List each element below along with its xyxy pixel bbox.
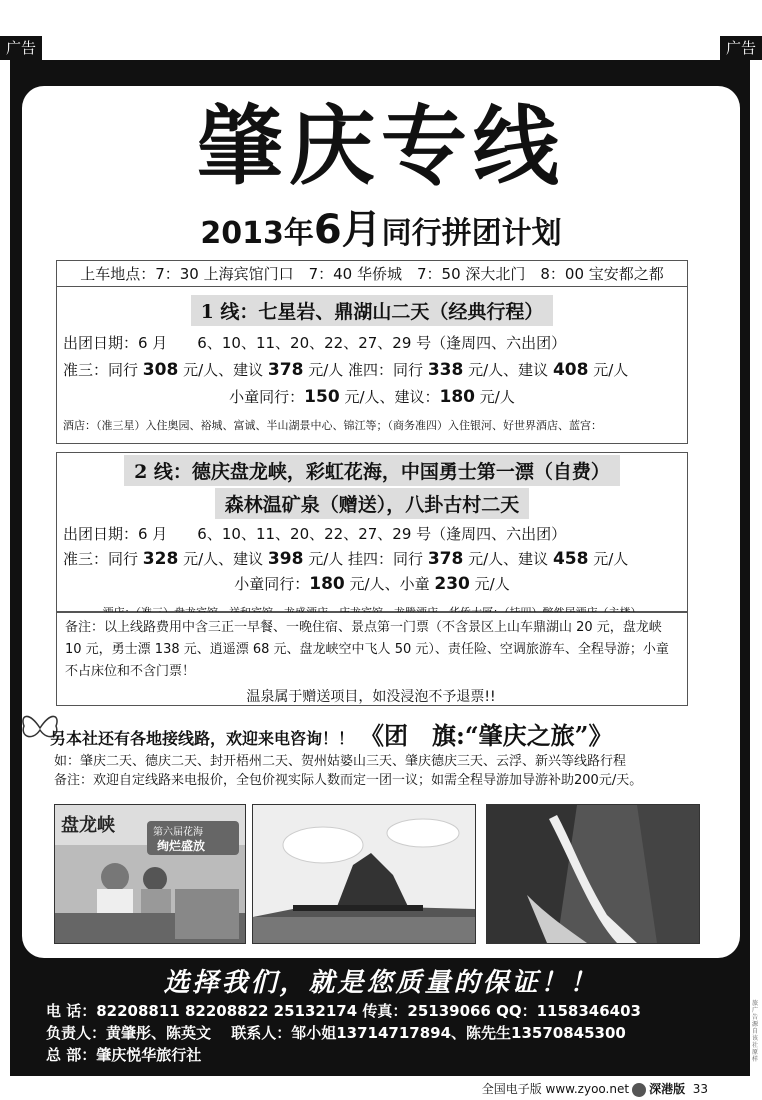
line2-title: 2 线：德庆盘龙峡，彩虹花海，中国勇士第一漂（自费） bbox=[124, 455, 620, 486]
page-footer bbox=[482, 1080, 708, 1097]
line1-hotel: 酒店：（准三星）入住奥园、裕城、富诚、半山湖景中心、锦江等；（商务准四）入住银河、好世界酒店、蓝宫： bbox=[63, 419, 602, 432]
side-note: 旅广告源自该社原样 bbox=[752, 1000, 759, 1063]
boarding-box bbox=[56, 260, 688, 288]
contact-manager: 负责人：黄肇彤、陈英文 联系人：邹小姐13714717894、陈先生13570845300 bbox=[46, 1024, 626, 1042]
contact-phone: 电 话：82208811 82208822 25132174 传真：25139066 QQ：1158346403 bbox=[46, 1002, 641, 1020]
contact-hq: 总 部：肇庆悦华旅行社 bbox=[46, 1046, 202, 1064]
ad-label-left: 广告 bbox=[0, 36, 42, 60]
footer-site: 全国电子版 www.zyoo.net bbox=[481, 1082, 630, 1096]
photo1-banner2: 绚烂盛放 bbox=[157, 839, 206, 853]
photo1-brand: 盘龙峡 bbox=[61, 815, 115, 836]
line2-price: 准三：同行 328 元/人、建议 398 元/人 挂四：同行 378 元/人、建议 458 元/人 bbox=[63, 549, 629, 569]
line1-dates: 出团日期：6 月 6、10、11、20、22、27、29 号（逢周四、六出团） bbox=[63, 334, 567, 352]
line2-dates: 出团日期：6 月 6、10、11、20、22、27、29 号（逢周四、六出团） bbox=[63, 525, 567, 543]
other-routes: 如：肇庆二天、德庆二天、封开梧州二天、贺州姑婆山三天、肇庆德庆三天、云浮、新兴等线路行程 bbox=[54, 754, 627, 769]
line1-box bbox=[56, 286, 688, 444]
custom-note: 备注：欢迎自定线路来电报价，全包价视实际人数而定一团一议；如需全程导游加导游补助200元/天。 bbox=[54, 773, 643, 788]
promo-line: 另本社还有各地接线路，欢迎来电咨询！！ 《团 旗:“肇庆之旅”》 bbox=[50, 721, 613, 750]
line2-child-price: 小童同行：180 元/人、小童 230 元/人 bbox=[234, 574, 510, 594]
line1-price: 准三：同行 308 元/人、建议 378 元/人 准四：同行 338 元/人、建议 408 元/人 bbox=[63, 360, 629, 380]
boarding-info: 上车地点：7：30 上海宾馆门口 7：40 华侨城 7：50 深大北门 8：00 宝安都之都 bbox=[80, 265, 664, 283]
line1-child-price: 小童同行：150 元/人、建议：180 元/人 bbox=[229, 387, 515, 407]
karst-lake-photo bbox=[252, 804, 476, 944]
page-subtitle: 2013年6月同行拼团计划 bbox=[200, 207, 562, 253]
hot-spring-note: 温泉属于赠送项目，如没浸泡不予退票!! bbox=[246, 689, 496, 705]
panlong-gorge-photo bbox=[54, 804, 246, 944]
line2-subtitle: 森林温矿泉（赠送），八卦古村二天 bbox=[215, 488, 530, 519]
remark-text: 备注：以上线路费用中含三正一早餐、一晚住宿、景点第一门票（不含景区上山车鼎湖山 20 元，盘龙峡 10 元，勇士漂 138 元、逍遥漂 68 元、盘龙峡空中飞人 50 元）、责任险、空调旅游车、全程导游；小童不占床位和不含门票！ bbox=[65, 620, 669, 679]
page-title: 肇庆专线 bbox=[197, 96, 565, 197]
group-flag: 《团 旗:“肇庆之旅”》 bbox=[360, 721, 613, 750]
photo1-banner1: 第六届花海 bbox=[153, 827, 203, 838]
ad-label-right: 广告 bbox=[720, 36, 762, 60]
page-number: 33 bbox=[692, 1082, 708, 1096]
line2-box bbox=[56, 452, 688, 612]
logo-icon bbox=[632, 1083, 646, 1097]
waterfall-photo bbox=[486, 804, 700, 944]
line1-title: 1 线：七星岩、鼎湖山二天（经典行程） bbox=[191, 295, 554, 326]
footer-edition: 深港版 bbox=[649, 1082, 686, 1096]
slogan: 选择我们，就是您质量的保证！！ bbox=[163, 968, 599, 998]
